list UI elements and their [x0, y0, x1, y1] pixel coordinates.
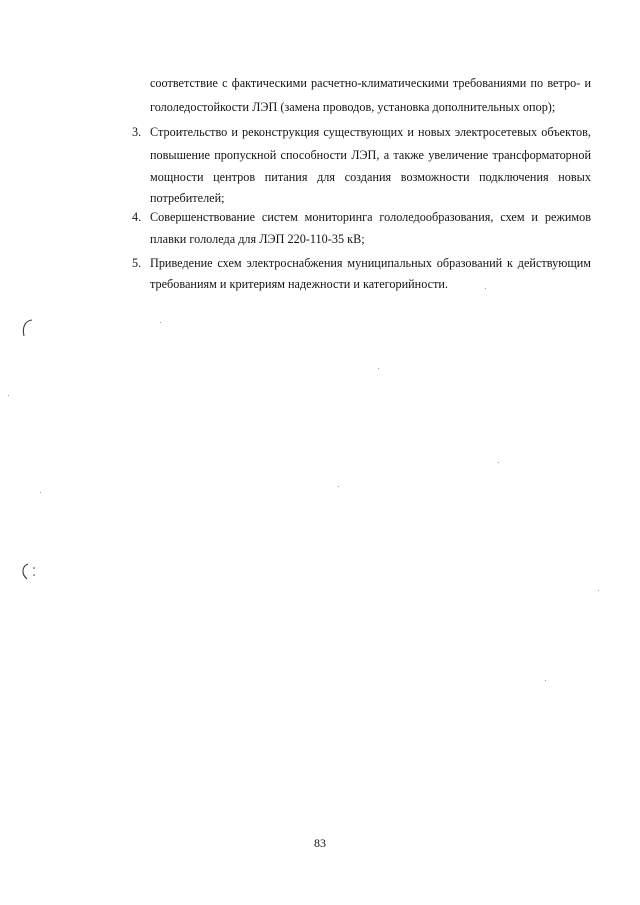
list-item-line: требованиям и критериям надежности и категорийности.: [150, 277, 449, 291]
list-item-line: мощности центров питания для создания возможности подключения новых: [150, 170, 591, 184]
binder-hole-mark: [20, 318, 34, 342]
scan-speck: [485, 288, 486, 289]
binder-hole-mark: [18, 560, 40, 584]
list-item-number: 4.: [132, 210, 142, 224]
scan-speck: [378, 368, 379, 369]
body-text-line: гололедостойкости ЛЭП (замена проводов, установка дополнительных опор);: [150, 100, 556, 114]
scan-speck: [545, 680, 546, 681]
page-number: 83: [314, 836, 326, 850]
scan-speck: [160, 322, 161, 323]
scan-speck: [40, 492, 41, 493]
list-item-line: плавки гололеда для ЛЭП 220-110-35 кВ;: [150, 232, 365, 246]
list-item-line: Приведение схем электроснабжения муниципальных образований к действующим: [150, 256, 591, 270]
body-text-line: соответствие с фактическими расчетно-климатическими требованиями по ветро- и: [150, 76, 591, 90]
list-item-line: Совершенствование систем мониторинга гололедообразования, схем и режимов: [150, 210, 591, 224]
scan-speck: [498, 462, 499, 463]
list-item-line: потребителей;: [150, 191, 225, 205]
scan-speck: [338, 486, 339, 487]
scan-speck: [598, 590, 599, 591]
list-item-number: 5.: [132, 256, 142, 270]
list-item-line: повышение пропускной способности ЛЭП, а также увеличение трансформаторной: [150, 148, 591, 162]
scan-speck: [8, 395, 9, 396]
list-item-number: 3.: [132, 125, 142, 139]
list-item-line: Строительство и реконструкция существующих и новых электросетевых объектов,: [150, 125, 591, 139]
